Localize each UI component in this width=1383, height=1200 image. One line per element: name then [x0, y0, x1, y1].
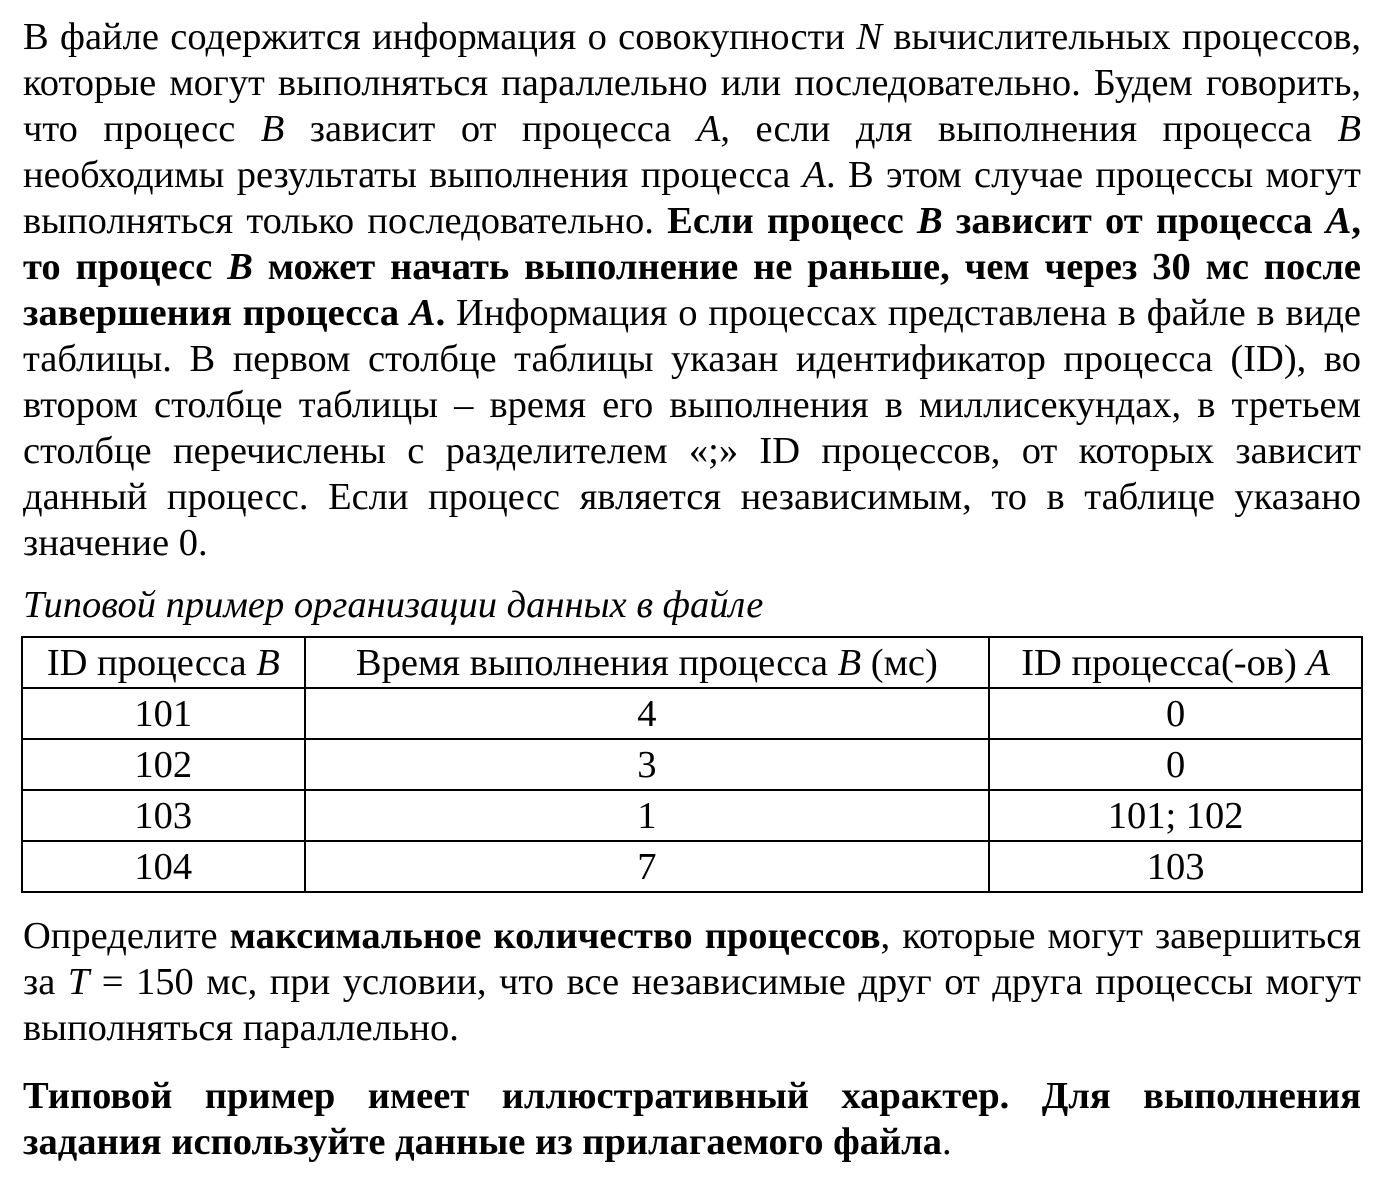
var-b: B	[1337, 108, 1361, 150]
var-a: A	[409, 292, 436, 334]
intro-paragraph	[23, 14, 1361, 566]
header-text: ID процесса	[46, 641, 257, 684]
table-caption: Типовой пример организации данных в файле	[23, 584, 764, 626]
rule-text: может начать выполнение не раньше, чем через 30 мс после завершения процесса	[23, 246, 1362, 334]
var-a: A	[802, 154, 827, 196]
cell-id: 103	[22, 790, 305, 841]
note-paragraph	[23, 1073, 1361, 1165]
var-b: B	[260, 108, 285, 150]
header-text: Время выполнения процесса	[355, 641, 838, 684]
intro-text: вычислительных процессов, которые могут выполняться параллельно или последовательно. Будем говорить, что процесс	[23, 16, 1361, 150]
cell-time: 4	[305, 688, 990, 739]
question-text: = 150 мс, при условии, что все независимые друг от друга процессы могут выполняться параллельно.	[23, 961, 1362, 1049]
question-text: Определите	[23, 915, 230, 957]
question-emphasis: максимальное количество процессов	[229, 915, 881, 957]
cell-time: 7	[305, 841, 990, 892]
var-t: T	[67, 961, 90, 1003]
intro-text: В файле содержится информация о совокупности	[23, 16, 857, 58]
header-unit: (мс)	[861, 641, 938, 684]
rule-text: , то процесс	[23, 200, 1362, 288]
header-text: ID процесса(-ов)	[1021, 641, 1307, 684]
cell-id: 101	[22, 688, 305, 739]
intro-text: , если для выполнения процесса	[720, 108, 1338, 150]
note-text: Типовой пример имеет иллюстративный характер. Для выполнения задания используйте данные из прилагаемого файла	[23, 1075, 1361, 1163]
var-b: B	[916, 200, 943, 242]
rule-text: Если процесс	[667, 200, 917, 242]
table-row	[22, 841, 1362, 892]
header-process-b-id	[22, 637, 305, 688]
question-paragraph	[23, 913, 1361, 1051]
cell-id: 102	[22, 739, 305, 790]
var-a: A	[696, 108, 721, 150]
note-period: .	[942, 1121, 952, 1163]
table-row	[22, 688, 1362, 739]
intro-text: необходимы результаты выполнения процесса	[23, 154, 803, 196]
rule-text: .	[435, 292, 446, 334]
cell-deps: 101; 102	[989, 790, 1362, 841]
intro-text: Информация о процессах представлена в файле в виде таблицы. В первом столбце таблицы указан идентификатор процесса (ID), во втором столбце таблицы – время его выполнения в миллисекундах, в третьем столбце перечислены с разделителем «;» ID процессов, от которых зависит данный процесс. Если процесс является независимым, то в таблице указано значение 0.	[23, 292, 1361, 564]
var-b: B	[837, 641, 862, 684]
var-b: B	[256, 641, 280, 684]
table-row	[22, 790, 1362, 841]
intro-text: зависит от процесса	[284, 108, 697, 150]
var-n: N	[856, 16, 883, 58]
intro-text: . В этом случае процессы могут выполняться только последовательно.	[23, 154, 1361, 242]
document-page	[23, 14, 1361, 1165]
table-header-row	[22, 637, 1362, 688]
cell-deps: 103	[989, 841, 1362, 892]
question-text: , которые могут завершиться за	[23, 915, 1361, 1003]
header-process-a-ids	[989, 637, 1362, 688]
cell-time: 3	[305, 739, 990, 790]
header-execution-time	[305, 637, 990, 688]
cell-id: 104	[22, 841, 305, 892]
table-row	[22, 739, 1362, 790]
var-a: A	[1306, 641, 1331, 684]
cell-deps: 0	[989, 739, 1362, 790]
cell-deps: 0	[989, 688, 1362, 739]
rule-text: зависит от процесса	[942, 200, 1326, 242]
cell-time: 1	[305, 790, 990, 841]
var-b: B	[227, 246, 253, 288]
process-table	[21, 636, 1363, 893]
var-a: A	[1325, 200, 1352, 242]
